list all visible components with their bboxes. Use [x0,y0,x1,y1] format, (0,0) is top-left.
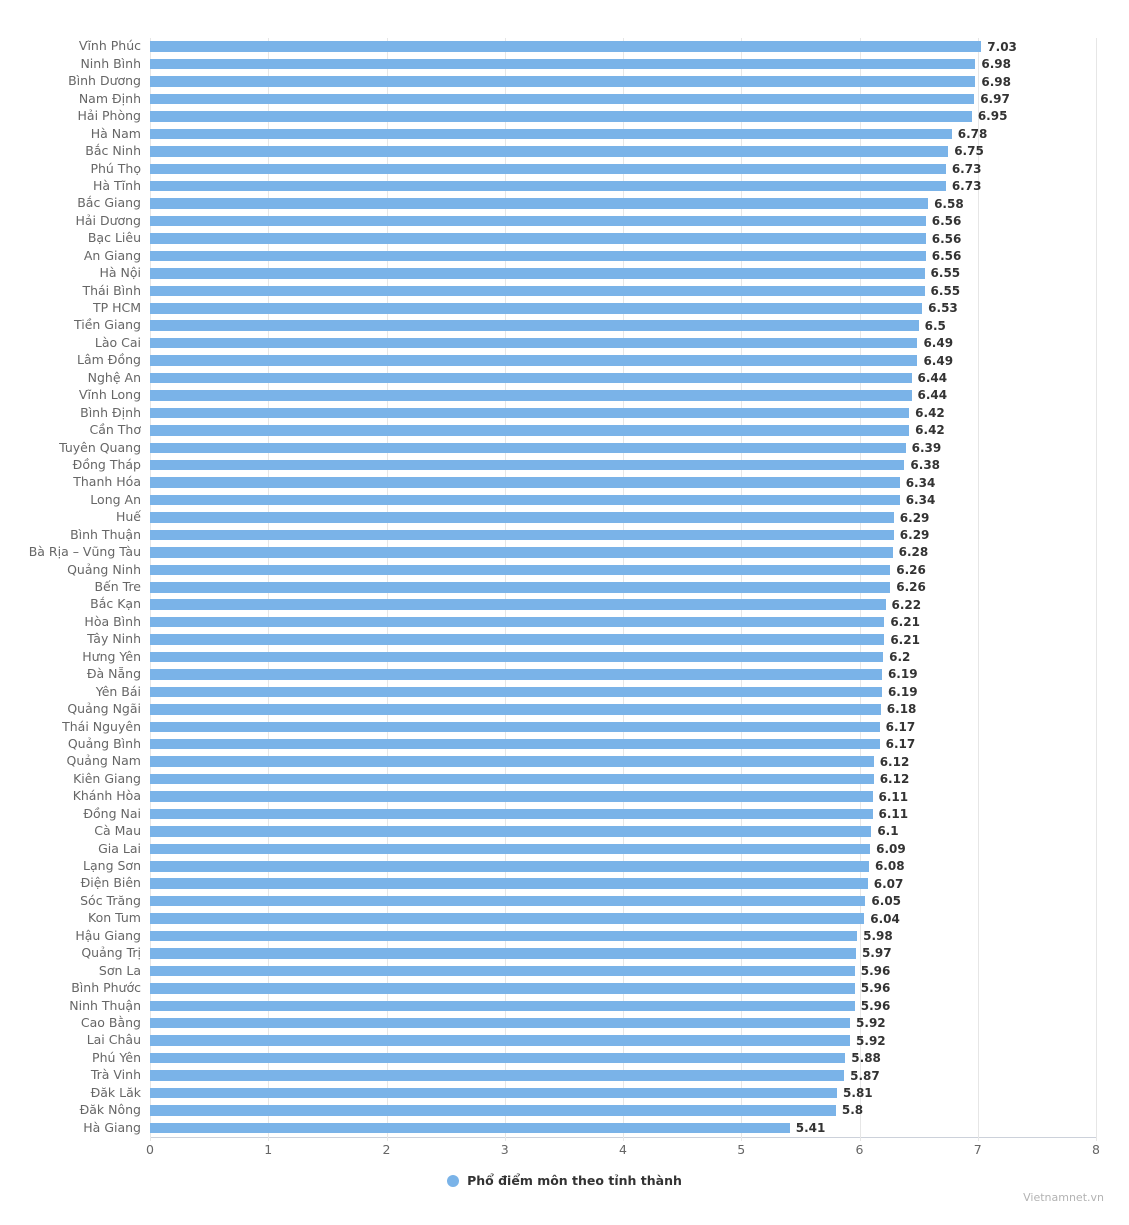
category-label: Yên Bái [95,683,141,699]
value-label: 6.21 [890,632,920,647]
value-label: 6.1 [877,824,899,839]
category-label: Điện Biên [80,875,141,891]
category-label: Lai Châu [86,1032,141,1048]
bar[interactable] [150,983,855,994]
category-label: Đăk Lăk [90,1084,141,1100]
bar[interactable] [150,1018,850,1029]
bar[interactable] [150,634,884,645]
category-label: Nghệ An [87,369,141,385]
bar-row [92,300,1096,317]
value-label: 6.09 [876,841,906,856]
value-label: 6.39 [911,440,942,455]
category-label: Bắc Ninh [85,143,141,159]
bar-row [115,509,1096,526]
bar[interactable] [150,1070,844,1081]
bar-row [77,195,1096,212]
bar[interactable] [150,216,926,227]
value-label: 6.75 [954,144,984,159]
value-label: 6.98 [981,57,1011,72]
bar[interactable] [150,530,894,541]
credit-text: Vietnamnet.vn [1023,1191,1104,1204]
bar-rows [28,38,1096,1137]
value-label: 6.56 [931,231,962,246]
bar[interactable] [150,1035,850,1046]
category-label: Hưng Yên [82,648,141,664]
value-label: 6.49 [923,336,954,351]
bar-row [81,945,1096,962]
category-label: Hà Giang [83,1119,141,1135]
bar-row [94,823,1096,840]
bar-row [77,108,1096,125]
bar-row [28,544,1096,561]
bar[interactable] [150,303,922,314]
category-label: Sóc Trăng [80,892,141,908]
plot-area [28,38,1096,1138]
x-tick-label: 2 [382,1142,391,1157]
bar-row [94,579,1096,596]
x-axis [146,1142,1100,1164]
value-label: 6.26 [896,580,926,595]
category-label: Gia Lai [98,840,141,856]
bar-row [75,212,1096,229]
category-label: Bạc Liêu [87,230,141,246]
bar-row [73,474,1096,491]
bar-row [80,875,1096,892]
bar[interactable] [150,913,864,924]
category-label: Quảng Nam [66,753,141,769]
value-label: 6.29 [899,510,930,525]
value-label: 6.12 [879,754,910,769]
value-label: 5.88 [851,1051,881,1066]
bar-row [74,317,1096,334]
bar-row [68,73,1096,90]
bar[interactable] [150,1088,837,1099]
bar-row [78,90,1096,107]
bar[interactable] [150,1105,836,1116]
bar-row [92,1049,1096,1066]
bar-row [90,125,1096,142]
bar[interactable] [150,495,900,506]
category-label: Vĩnh Phúc [78,38,141,54]
value-label: 5.8 [841,1103,864,1118]
category-label: An Giang [83,247,141,263]
bar-row [80,892,1096,909]
category-label: Tây Ninh [87,631,141,647]
bar[interactable] [150,739,880,750]
bar[interactable] [150,1123,790,1134]
category-label: Huế [115,509,141,525]
bar-row [70,526,1096,543]
bar[interactable] [150,512,894,523]
category-label: Nam Định [78,90,141,106]
value-label: 6.07 [873,876,904,891]
bar-row [82,648,1096,665]
category-label: Thanh Hóa [73,474,141,490]
bar-row [85,143,1096,160]
category-label: Thái Nguyên [62,718,141,734]
bar-row [90,1084,1096,1101]
bar[interactable] [150,1053,845,1064]
bar-row [83,247,1096,264]
category-label: Cà Mau [94,823,141,839]
value-label: 6.55 [930,266,961,281]
bar-row [73,770,1096,787]
bar-row [93,177,1096,195]
bar[interactable] [150,41,981,52]
category-label: Bắc Kạn [90,596,141,612]
value-label: 6.29 [899,527,930,542]
value-label: 6.28 [898,545,929,560]
bar[interactable] [150,896,865,907]
category-label: Khánh Hòa [72,788,141,804]
bar-row [86,1032,1096,1049]
value-label: 6.78 [957,126,988,141]
category-label: Hà Tĩnh [93,177,141,193]
bar-row [67,735,1096,753]
value-label: 6.04 [870,911,900,926]
category-label: Đăk Nông [79,1102,141,1118]
bar-row [90,596,1096,613]
value-label: 5.92 [856,1016,886,1031]
value-label: 6.5 [924,318,946,333]
category-label: Quảng Trị [81,945,141,961]
category-label: Đồng Tháp [72,456,141,472]
bar-row [98,840,1096,857]
category-label: Cao Bằng [80,1014,141,1030]
bar-row [84,613,1096,630]
value-label: 5.96 [860,963,891,978]
bar-row [99,265,1096,282]
bar[interactable] [150,652,883,663]
category-label: Hải Phòng [77,108,141,124]
category-label: Ninh Thuận [69,997,141,1013]
bar-row [87,631,1096,648]
bar[interactable] [150,181,946,192]
value-label: 6.53 [928,301,958,316]
bar[interactable] [150,425,909,436]
bar-row [78,38,1096,55]
bar-row [83,1119,1096,1136]
category-label: Cần Thơ [89,422,141,438]
bar-row [98,962,1096,979]
category-label: Lâm Đồng [77,352,141,368]
bar[interactable] [150,1001,855,1012]
category-label: Quảng Bình [67,735,141,751]
bar[interactable] [150,286,925,297]
bar-row [87,230,1096,247]
bar-row [86,666,1096,683]
bar[interactable] [150,111,972,122]
bar[interactable] [150,233,926,244]
value-label: 6.38 [910,458,941,473]
category-label: Phú Yên [92,1049,141,1065]
category-label: Trà Vinh [90,1067,141,1083]
bar[interactable] [150,164,946,175]
bar-row [87,369,1096,386]
value-label: 6.95 [977,109,1008,124]
value-label: 6.2 [889,650,911,665]
bar-row [78,387,1096,404]
bar[interactable] [150,582,890,593]
x-tick-label: 3 [500,1142,509,1157]
bar[interactable] [150,704,881,715]
bar-row [59,439,1096,456]
bar-row [90,491,1096,508]
value-label: 6.19 [887,684,918,699]
value-label: 5.96 [860,981,891,996]
bar[interactable] [150,861,869,872]
value-label: 5.97 [861,946,892,961]
bar[interactable] [150,408,909,419]
bar-row [75,927,1096,944]
bar[interactable] [150,774,874,785]
category-label: Hà Nội [99,265,141,281]
category-label: Long An [90,491,141,507]
bar[interactable] [150,338,917,349]
category-label: Tiền Giang [74,317,141,333]
category-label: Bình Dương [68,73,141,89]
value-label: 6.26 [896,562,926,577]
category-label: Lạng Sơn [83,858,141,874]
category-label: Bình Định [80,404,141,420]
bar-row [83,858,1096,875]
category-label: TP HCM [92,300,141,316]
x-tick-label: 4 [619,1142,627,1157]
category-label: Vĩnh Long [78,387,141,403]
value-label: 6.34 [905,475,936,490]
value-label: 6.58 [934,196,964,211]
legend-item[interactable] [0,1173,1129,1188]
category-label: Ninh Bình [80,55,141,71]
bar[interactable] [150,477,900,488]
bar-row [82,282,1096,299]
category-label: Lào Cai [94,334,141,350]
value-label: 6.12 [879,772,910,787]
category-label: Hải Dương [75,212,141,228]
bar[interactable] [150,94,974,105]
value-label: 5.87 [850,1068,880,1083]
value-label: 5.98 [863,929,893,944]
value-label: 7.03 [987,39,1017,54]
bar[interactable] [150,76,975,87]
legend-marker-icon [447,1175,459,1187]
value-label: 6.55 [930,283,961,298]
bar[interactable] [150,59,975,70]
bar[interactable] [150,565,890,576]
bar-row [67,561,1096,578]
bar[interactable] [150,268,925,279]
bar-row [72,456,1096,474]
category-label: Thái Bình [82,282,141,298]
bar-row [62,718,1096,735]
value-label: 6.11 [878,789,909,804]
bar[interactable] [150,931,857,942]
bar[interactable] [150,599,886,610]
category-label: Bến Tre [94,579,141,595]
bar[interactable] [150,844,870,855]
bar[interactable] [150,320,919,331]
x-tick-label: 8 [1092,1142,1100,1157]
bar[interactable] [150,443,906,454]
value-label: 5.41 [795,1120,826,1135]
category-label: Phú Thọ [90,160,141,176]
bar[interactable] [150,129,952,140]
bar[interactable] [150,355,917,366]
value-label: 6.17 [885,719,916,734]
bar[interactable] [150,756,874,767]
x-tick-label: 7 [973,1142,982,1157]
bar-row [79,1102,1096,1119]
bar[interactable] [150,966,855,977]
value-label: 6.17 [885,737,916,752]
category-label: Quảng Ninh [67,561,141,577]
bar[interactable] [150,146,948,157]
bar[interactable] [150,617,884,628]
bar-row [69,997,1096,1014]
value-label: 6.56 [931,248,962,263]
x-tick-label: 6 [855,1142,864,1157]
category-label: Bắc Giang [77,195,141,211]
value-label: 6.44 [917,371,948,386]
value-label: 6.34 [905,493,936,508]
legend-label: Phổ điểm môn theo tỉnh thành [467,1173,682,1188]
bar[interactable] [150,198,928,209]
bar[interactable] [150,878,868,889]
category-label: Kiên Giang [73,770,141,786]
value-label: 6.73 [951,161,982,176]
bar[interactable] [150,826,871,837]
value-label: 6.73 [951,179,982,194]
value-label: 6.42 [915,423,945,438]
value-label: 6.97 [980,92,1010,107]
category-label: Hà Nam [90,125,141,141]
value-label: 5.81 [843,1085,873,1100]
category-label: Đà Nẵng [86,666,141,682]
gridline [1096,38,1097,1141]
bar-row [89,422,1096,439]
category-label: Tuyên Quang [59,439,141,455]
bar-row [88,910,1096,927]
category-label: Hậu Giang [75,927,141,943]
x-tick-label: 5 [737,1142,746,1157]
bar-row [90,160,1096,177]
value-label: 6.56 [931,214,962,229]
value-label: 6.98 [981,74,1011,89]
bar-row [71,980,1096,997]
bar-row [72,788,1096,805]
value-label: 6.42 [915,405,945,420]
category-label: Đồng Nai [83,805,141,821]
bar-row [90,1067,1096,1084]
bar-row [66,753,1096,770]
bar-row [77,352,1096,369]
value-label: 5.96 [860,998,891,1013]
bar[interactable] [150,948,856,959]
bar[interactable] [150,791,873,802]
bar-row [67,701,1096,718]
bar[interactable] [150,251,926,262]
bar-row [80,404,1096,421]
bar[interactable] [150,722,880,733]
value-label: 6.19 [887,667,918,682]
bar[interactable] [150,373,912,384]
value-label: 6.49 [923,353,954,368]
bar-row [95,683,1096,700]
value-label: 6.44 [917,388,948,403]
bar[interactable] [150,460,904,471]
category-label: Kon Tum [88,910,141,926]
value-label: 6.18 [886,702,917,717]
category-label: Sơn La [98,962,141,978]
bar[interactable] [150,687,882,698]
category-label: Bình Phước [71,980,141,996]
bar-row [94,334,1096,351]
bar-row [80,55,1096,72]
category-label: Quảng Ngãi [67,701,141,717]
bar[interactable] [150,669,882,680]
bar[interactable] [150,547,893,558]
x-tick-label: 0 [146,1142,154,1157]
bar[interactable] [150,809,873,820]
value-label: 6.21 [890,615,920,630]
x-tick-label: 1 [264,1142,273,1157]
value-label: 6.22 [891,597,922,612]
value-label: 6.08 [874,859,905,874]
value-label: 5.92 [856,1033,886,1048]
bar[interactable] [150,390,912,401]
value-label: 6.05 [871,894,902,909]
value-label: 6.11 [878,806,909,821]
bar-row [80,1014,1096,1032]
category-label: Bà Rịa – Vũng Tàu [28,544,141,560]
bar-row [83,805,1096,822]
category-label: Hòa Bình [84,613,141,629]
category-label: Bình Thuận [70,526,141,542]
